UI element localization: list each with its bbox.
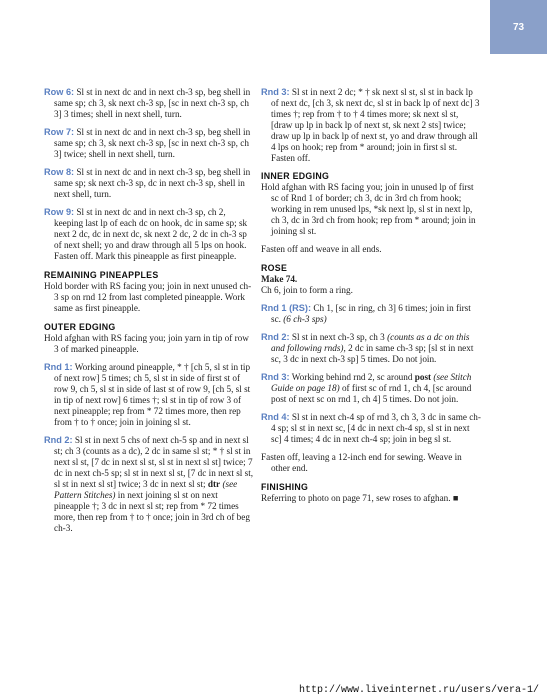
row-8 — [44, 167, 254, 200]
page-number-tab — [490, 0, 547, 54]
section-heading: FINISHING — [261, 482, 309, 492]
row-label: Row 7: — [44, 127, 75, 137]
row-text: Sl st in next dc and in next ch-3 sp, beg shell in same sp; ch 3, sk next ch-3 sp, [sc in next ch-3 sp, ch 3] twice; shell in next shell, turn. — [54, 127, 251, 159]
section-text: Hold afghan with RS facing you; join in unused lp of first sc of Rnd 1 of border; ch 3, dc in 3rd ch from hook; working in rem unused lps, *sk next lp, sl st in next lp, ch 3, dc in 3rd ch from hook; rep from * around; join in joining sl st. — [261, 182, 476, 236]
rnd-italic: (counts as a dc on this and following rnds), — [271, 332, 470, 353]
section-heading: INNER EDGING — [261, 171, 330, 181]
row-7 — [44, 127, 254, 160]
row-6 — [44, 87, 254, 120]
rnd-text: Working around pineapple, * † [ch 5, sl st in tip of next row] 5 times; ch 5, sl st in side of first st of row 9, ch 5, sl st in side of last st of row 9, [ch 5, sl st in tip of next row] 6 times †; sl st in tip of row 3 of next pineapple; rep from * 72 times more, then rep from † to † once; join in joining sl st. — [54, 362, 251, 427]
row-text: Sl st in next dc and in next ch-3 sp, beg shell in same sp; sk next ch-3 sp, dc in next ch-3 sp, shell in next shell, turn. — [54, 167, 251, 199]
page-number: 73 — [512, 21, 525, 33]
section-text: Hold afghan with RS facing you; join yarn in tip of row 3 of marked pineapple. — [44, 333, 249, 354]
section-text: Fasten off, leaving a 12-inch end for sewing. Weave in other end. — [261, 452, 462, 473]
row-text: Sl st in next dc and in next ch-3 sp, ch 2, keeping last lp of each dc on hook, dc in same sp; sk next 2 dc, dc in next dc, sk next 2 dc, 2 dc in ch-3 sp of next shell; yo and draw through all 5 lps on hook. Fasten off. Mark this pineapple as first pineapple. — [54, 207, 248, 261]
rnd-label: Rnd 3: — [261, 372, 290, 382]
rnd-italic: (6 ch-3 sps) — [283, 314, 327, 324]
row-9 — [44, 207, 254, 262]
rnd-label: Rnd 2: — [44, 435, 73, 445]
rnd-text: 2 dc in same ch-3 sp; [sl st in next sc, 3 dc in next ch-3 sp] 5 times. Do not join. — [271, 343, 474, 364]
rnd-italic: (see Pattern Stitches) — [54, 479, 238, 500]
rose-rnd-1 — [261, 303, 481, 325]
rose-rnd-2 — [261, 332, 481, 365]
section-heading: REMAINING PINEAPPLES — [44, 270, 159, 280]
rnd-text: Ch 1, [sc in ring, ch 3] 6 times; join in first sc. — [271, 303, 471, 324]
rose-rnd-3 — [261, 372, 481, 405]
section-heading: ROSE — [261, 263, 288, 273]
rnd-3 — [261, 87, 481, 164]
make-count: Make 74. — [261, 274, 298, 284]
rnd-1 — [44, 362, 254, 428]
row-label: Row 8: — [44, 167, 75, 177]
rnd-text: Working behind rnd 2, sc around — [291, 372, 415, 382]
rnd-text: Sl st in next 2 dc; * † sk next sl st, sl st in back lp of next dc, [ch 3, sk next dc, sl st in back lp of next dc] 3 times †; rep from † to † 4 times more; sk next sl st, [draw up lp in back lp of next st, sk next 2 sts] twice; draw up lp in back lp of next st, yo and draw through all 4 lps on hook; rep from * around; join in first sl st. Fasten off. — [271, 87, 480, 163]
rnd-label: Rnd 3: — [261, 87, 290, 97]
rnd-label: Rnd 1 (RS): — [261, 303, 312, 313]
row-text: Sl st in next dc and in next ch-3 sp, beg shell in same sp; ch 3, sk next ch-3 sp, [sc in next ch-3 sp, ch 3] 3 times; shell in next shell, turn. — [54, 87, 251, 119]
rnd-text: Sl st in next ch-3 sp, ch 3 — [291, 332, 388, 342]
rnd-bold: post — [414, 372, 432, 382]
row-label: Row 9: — [44, 207, 75, 217]
footer-url: http://www.liveinternet.ru/users/vera-1/ — [298, 685, 539, 696]
section-text: Referring to photo on page 71, sew roses to afghan. ■ — [261, 493, 459, 503]
section-text: Ch 6, join to form a ring. — [261, 285, 353, 295]
rnd-text: Sl st in next ch-4 sp of rnd 3, ch 3, 3 dc in same ch-4 sp; sl st in next sc, [4 dc in next ch-4 sp, sl st in next sc] 4 times; 4 dc in next ch-4 sp; join in beg sl st. — [271, 412, 481, 444]
rnd-label: Rnd 4: — [261, 412, 290, 422]
left-column — [44, 87, 254, 541]
rnd-text: Sl st in next 5 chs of next ch-5 sp and in next sl st; ch 3 (counts as a dc), 2 dc in same sl st; * † sl st in next sl st, [7 dc in next sl st, sl st in next sl st] twice; 7 dc in next ch-5 sp; sl st in next sl st, [7 dc in next sl st, sl st in next sl st] twice; 3 dc in next sl st; — [54, 435, 254, 489]
rnd-text: in next joining sl st on next pineapple †; 3 dc in next sl st; rep from * 72 times more, then rep from † to † once; join in 3rd ch of beg ch-3. — [54, 490, 250, 533]
section-text: Fasten off and weave in all ends. — [261, 244, 382, 254]
section-heading: OUTER EDGING — [44, 322, 116, 332]
rnd-text: of first sc of rnd 1, ch 4, [sc around post of next sc on rnd 1, ch 4] 5 times. Do not join. — [271, 383, 472, 404]
row-label: Row 6: — [44, 87, 75, 97]
rnd-label: Rnd 2: — [261, 332, 290, 342]
rose-rnd-4 — [261, 412, 481, 445]
right-column — [261, 87, 481, 511]
rnd-2 — [44, 435, 254, 534]
section-text: Hold border with RS facing you; join in next unused ch-3 sp on rnd 12 from last completed pineapple. Work same as first pineapple. — [44, 281, 252, 313]
rnd-bold: dtr — [207, 479, 221, 489]
rnd-italic: (see Stitch Guide on page 18) — [271, 372, 472, 393]
rnd-label: Rnd 1: — [44, 362, 73, 372]
